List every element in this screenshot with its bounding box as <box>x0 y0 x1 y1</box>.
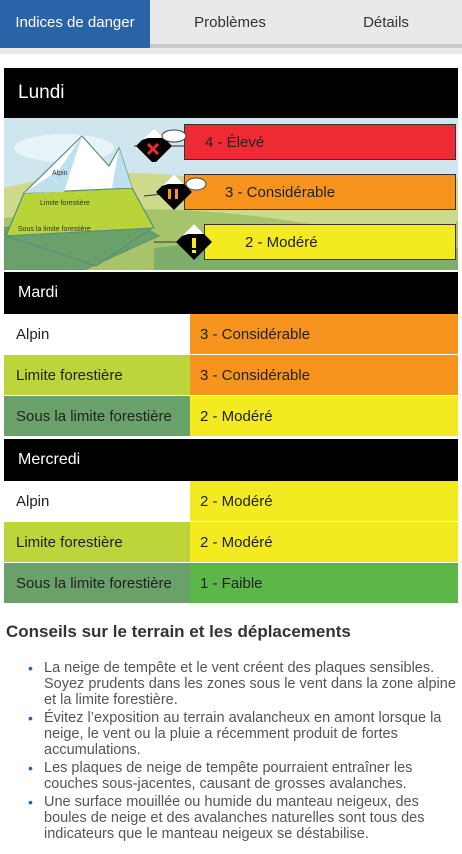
day-header-wednesday <box>4 439 458 481</box>
day-title: Mercredi <box>18 451 81 468</box>
danger-rating: 3 - Considérable <box>190 355 458 395</box>
advice-title: Conseils sur le terrain et les déplacements <box>6 622 351 641</box>
list-item: • Une surface mouillée ou humide du manteau neigeux, des boules de neige et des avalanches naturelles sont tous des indicateurs que le manteau neigeux se déstabilise. <box>28 794 425 842</box>
elevation-label: Sous la limite forestière <box>4 563 190 603</box>
list-item: • Les plaques de neige de tempête pourraient entraîner les couches sous-jacentes, causant de grosses avalanches. <box>28 760 413 792</box>
danger-rating: 2 - Modéré <box>190 481 458 521</box>
tab-bar <box>0 0 462 54</box>
elevation-label: Limite forestière <box>4 355 190 395</box>
monday-treeline-rating: 3 - Considérable <box>184 174 456 210</box>
danger-considerable-icon <box>154 172 208 212</box>
danger-rating: 3 - Considérable <box>190 314 458 354</box>
day-header-tuesday <box>4 272 458 314</box>
wednesday-row-below-treeline <box>4 563 458 603</box>
tab-details[interactable]: Détails <box>310 0 462 48</box>
list-item: • Évitez l’exposition au terrain avalancheux en amont lorsque la neige, le vent ou la pluie a récemment produit de fortes accumulations. <box>28 710 442 758</box>
tab-problems[interactable]: Problèmes <box>150 0 310 48</box>
wednesday-row-treeline <box>4 522 458 562</box>
danger-high-icon <box>134 122 188 162</box>
danger-rating: 2 - Modéré <box>190 396 458 436</box>
elevation-label: Sous la limite forestière <box>4 396 190 436</box>
tuesday-row-below-treeline <box>4 396 458 436</box>
elevation-label: Alpin <box>4 481 190 521</box>
danger-rating: 1 - Faible <box>190 563 458 603</box>
day-title: Mardi <box>18 284 59 301</box>
tab-danger-ratings[interactable]: Indices de danger <box>0 0 150 48</box>
danger-moderate-icon <box>174 222 218 262</box>
zone-label-alpine: Alpin <box>52 170 68 177</box>
zone-label-treeline: Limite forestière <box>40 200 90 207</box>
danger-rating: 2 - Modéré <box>190 522 458 562</box>
elevation-label: Limite forestière <box>4 522 190 562</box>
elevation-label: Alpin <box>4 314 190 354</box>
list-item: • La neige de tempête et le vent créent des plaques sensibles. Soyez prudents dans les zones sous le vent dans la zone alpine et la limite forestière. <box>28 660 456 708</box>
tuesday-row-alpine <box>4 314 458 354</box>
monday-below-treeline-rating: 2 - Modéré <box>204 224 456 260</box>
tuesday-row-treeline <box>4 355 458 395</box>
monday-alpine-rating: 4 - Élevé <box>184 124 456 160</box>
day-title: Lundi <box>18 82 65 103</box>
monday-elevation-graphic <box>4 118 458 270</box>
zone-label-below-treeline: Sous la limite forestière <box>18 226 91 233</box>
wednesday-row-alpine <box>4 481 458 521</box>
advice-list <box>28 660 458 844</box>
day-header-monday <box>4 68 458 118</box>
